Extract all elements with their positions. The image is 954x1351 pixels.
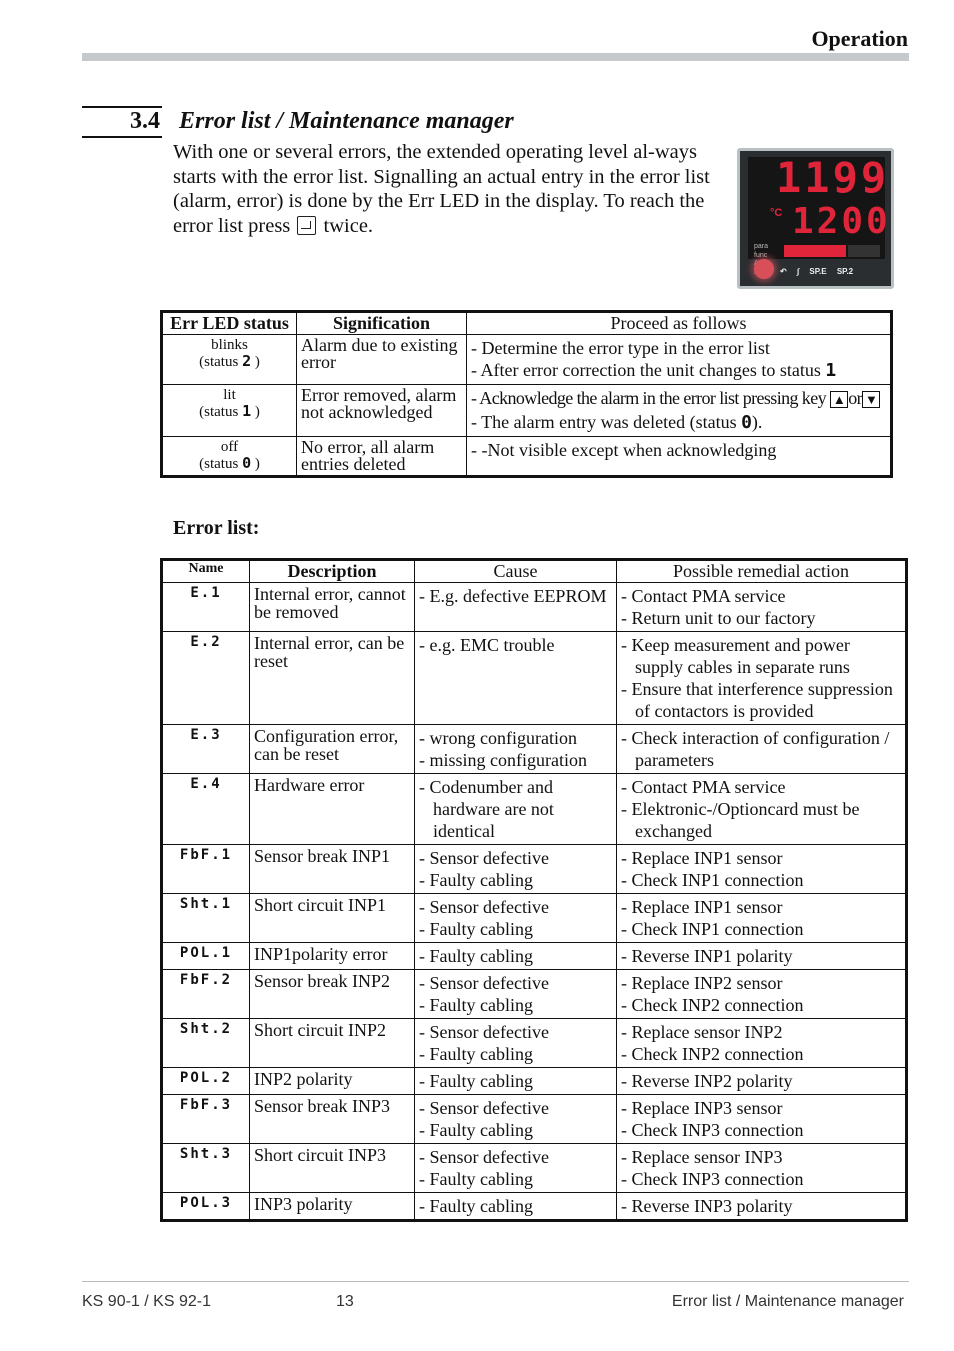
proceed-cell: [467, 335, 892, 385]
column-header: Err LED status: [162, 312, 297, 335]
table-row: [162, 1193, 907, 1221]
action-cell: [617, 943, 907, 970]
action-item: - Check INP2 connection: [621, 1044, 804, 1064]
table-row: [162, 385, 892, 437]
action-item: - Check INP3 connection: [621, 1120, 804, 1140]
description-cell: INP2 polarity: [250, 1068, 415, 1095]
cause-item: - Sensor defective: [419, 973, 549, 993]
footer-section: Error list / Maintenance manager: [671, 1293, 904, 1310]
cause-item: - missing configuration: [419, 750, 587, 770]
cause-item: - Faulty cabling: [419, 870, 533, 890]
action-item: - Return unit to our factory: [621, 608, 816, 628]
footer-rule: [82, 1281, 909, 1282]
action-item: - Replace INP2 sensor: [621, 973, 783, 993]
device-display: [748, 153, 891, 259]
cause-item: - wrong configuration: [419, 728, 577, 748]
table-row: [162, 970, 907, 1019]
status-prefix: (status: [199, 354, 239, 370]
led-status-cell: blinks (status 2 ): [162, 335, 297, 385]
column-header: Possible remedial action: [617, 560, 907, 583]
return-key-icon: ↶: [780, 267, 787, 276]
cause-cell: [415, 725, 617, 774]
table-header-row: [162, 560, 907, 583]
action-cell: [617, 894, 907, 943]
cause-cell: [415, 632, 617, 725]
display-bar-red: [784, 245, 846, 257]
display-setpoint: 1200: [792, 201, 891, 242]
section-number: 3.4: [130, 108, 160, 134]
intro-paragraph: [173, 140, 718, 238]
cause-cell: [415, 970, 617, 1019]
cause-item: - Sensor defective: [419, 897, 549, 917]
cause-item: - Faulty cabling: [419, 1044, 533, 1064]
led-status-cell: lit (status 1 ): [162, 385, 297, 437]
table-row: [162, 894, 907, 943]
cause-cell: [415, 894, 617, 943]
proceed-item: - Acknowledge the alarm in the error list pressing key: [471, 388, 826, 408]
device-key-spe: SP.E: [809, 267, 827, 276]
cause-item: - Codenumber and hardware are not identical: [419, 777, 554, 841]
action-item: - Reverse INP3 polarity: [621, 1196, 793, 1216]
error-code-cell: E.2: [162, 632, 250, 725]
status-code: 0: [242, 454, 252, 472]
device-keys: [780, 267, 861, 276]
intro-text-end: twice.: [323, 214, 374, 237]
description-cell: Internal error, can be reset: [250, 632, 415, 725]
cause-item: - Sensor defective: [419, 1022, 549, 1042]
signification-cell: No error, all alarm entries deleted: [297, 437, 467, 477]
cause-item: - Sensor defective: [419, 1147, 549, 1167]
cause-cell: [415, 1193, 617, 1221]
proceed-cell: [467, 437, 892, 477]
cause-cell: [415, 1019, 617, 1068]
table-row: [162, 1095, 907, 1144]
error-code-cell: POL.1: [162, 943, 250, 970]
led-state: off: [220, 439, 239, 455]
table-row: [162, 943, 907, 970]
action-item: - Check INP1 connection: [621, 919, 804, 939]
table-row: [162, 774, 907, 845]
status-prefix: (status: [199, 456, 239, 472]
table-row: [162, 1068, 907, 1095]
action-item: - Reverse INP2 polarity: [621, 1071, 793, 1091]
error-code-cell: Sht.1: [162, 894, 250, 943]
cause-item: - Faulty cabling: [419, 1169, 533, 1189]
signification-cell: Alarm due to existing error: [297, 335, 467, 385]
display-bar-dark: [848, 245, 880, 257]
action-item: - Ensure that interference suppression of contactors is provided: [621, 679, 893, 721]
description-cell: INP1polarity error: [250, 943, 415, 970]
proceed-item: - The alarm entry was deleted (status: [471, 412, 737, 432]
error-list-table: [160, 558, 908, 1222]
header-bar: [82, 53, 909, 61]
column-header: Cause: [415, 560, 617, 583]
cause-cell: [415, 845, 617, 894]
action-cell: [617, 1019, 907, 1068]
column-header: Name: [162, 560, 250, 583]
table-row: [162, 725, 907, 774]
action-item: - Check INP3 connection: [621, 1169, 804, 1189]
status-prefix: (status: [199, 404, 239, 420]
cause-item: - Sensor defective: [419, 1098, 549, 1118]
column-header: Signification: [297, 312, 467, 335]
action-item: - Elektronic-/Optioncard must be exchanged: [621, 799, 860, 841]
action-item: - Reverse INP1 polarity: [621, 946, 793, 966]
description-cell: Internal error, cannot be removed: [250, 583, 415, 632]
footer-model: KS 90-1 / KS 92-1: [82, 1293, 211, 1310]
signification-cell: Error removed, alarm not acknowledged: [297, 385, 467, 437]
cause-cell: [415, 943, 617, 970]
cause-item: - Faulty cabling: [419, 1120, 533, 1140]
cause-item: - e.g. EMC trouble: [419, 635, 555, 655]
error-code-cell: POL.3: [162, 1193, 250, 1221]
proceed-item: - After error correction the unit changes to status: [471, 360, 821, 380]
proceed-cell: - Acknowledge the alarm in the error list pressing key ▲ or ▼ - The alarm entry was deleted (status 0).: [467, 385, 892, 437]
proceed-item: - Determine the error type in the error list: [471, 338, 770, 358]
column-header: Description: [250, 560, 415, 583]
error-code-cell: FbF.3: [162, 1095, 250, 1144]
column-header: Proceed as follows: [467, 312, 892, 335]
action-item: - Check interaction of configuration / parameters: [621, 728, 890, 770]
cause-item: - Faulty cabling: [419, 995, 533, 1015]
table-row: [162, 1144, 907, 1193]
table-row: [162, 1019, 907, 1068]
led-status-table: [160, 310, 893, 478]
action-cell: [617, 1095, 907, 1144]
action-item: - Replace INP1 sensor: [621, 897, 783, 917]
action-item: - Replace sensor INP2: [621, 1022, 783, 1042]
cause-item: - Faulty cabling: [419, 946, 533, 966]
section-title: Error list / Maintenance manager: [179, 108, 514, 134]
enter-key-icon: [297, 216, 316, 235]
error-code-cell: E.4: [162, 774, 250, 845]
ramp-key-icon: ∫: [796, 267, 800, 276]
device-label: func: [754, 251, 768, 259]
table-row: [162, 583, 907, 632]
led-status-cell: off (status 0 ): [162, 437, 297, 477]
error-code-cell: Sht.3: [162, 1144, 250, 1193]
description-cell: Sensor break INP2: [250, 970, 415, 1019]
cause-item: - Faulty cabling: [419, 919, 533, 939]
error-code-cell: E.3: [162, 725, 250, 774]
description-cell: Hardware error: [250, 774, 415, 845]
table-row: [162, 845, 907, 894]
header-title: Operation: [811, 26, 908, 51]
arrow-up-key-icon: ▲: [830, 391, 848, 408]
error-code-cell: Sht.2: [162, 1019, 250, 1068]
controller-device-image: [737, 148, 894, 289]
display-process-value: 1199: [776, 153, 890, 202]
error-code-cell: FbF.1: [162, 845, 250, 894]
status-code: 1: [825, 360, 837, 381]
table-row: [162, 437, 892, 477]
device-label: para: [754, 243, 769, 250]
table-row: [162, 632, 907, 725]
action-cell: [617, 632, 907, 725]
status-code: 1: [242, 402, 252, 420]
status-code: 0: [741, 412, 752, 433]
description-cell: Configuration error, can be reset: [250, 725, 415, 774]
device-key-sp2: SP.2: [836, 267, 854, 276]
arrow-down-key-icon: ▼: [862, 391, 880, 408]
proceed-item: - -Not visible except when acknowledging: [471, 440, 777, 460]
status-code: 2: [242, 352, 252, 370]
description-cell: Short circuit INP2: [250, 1019, 415, 1068]
cause-item: - Faulty cabling: [419, 1196, 533, 1216]
cause-cell: [415, 1095, 617, 1144]
intro-text: With one or several errors, the extended operating level al-ways starts with the error list. Signalling an actual entry in the error list (alarm, error) is done by the Err LED in the display. To reach the error list press: [173, 141, 710, 237]
description-cell: Sensor break INP3: [250, 1095, 415, 1144]
action-item: - Replace sensor INP3: [621, 1147, 783, 1167]
footer-page-number: 13: [336, 1293, 354, 1310]
err-led-icon: [754, 259, 774, 279]
error-list-heading: Error list:: [173, 517, 260, 539]
cause-item: - Sensor defective: [419, 848, 549, 868]
action-cell: [617, 1144, 907, 1193]
table-header-row: [162, 312, 892, 335]
cause-cell: [415, 583, 617, 632]
description-cell: INP3 polarity: [250, 1193, 415, 1221]
led-state: lit: [223, 387, 236, 403]
action-item: - Replace INP3 sensor: [621, 1098, 783, 1118]
action-item: - Check INP2 connection: [621, 995, 804, 1015]
action-item: - Replace INP1 sensor: [621, 848, 783, 868]
key-or-text: or: [848, 388, 862, 408]
description-cell: Short circuit INP3: [250, 1144, 415, 1193]
cause-cell: [415, 1144, 617, 1193]
description-cell: Sensor break INP1: [250, 845, 415, 894]
action-item: - Check INP1 connection: [621, 870, 804, 890]
action-item: - Contact PMA service: [621, 777, 786, 797]
action-cell: [617, 845, 907, 894]
cause-item: - Faulty cabling: [419, 1071, 533, 1091]
action-item: - Keep measurement and power supply cables in separate runs: [621, 635, 850, 677]
action-cell: [617, 1193, 907, 1221]
error-code-cell: POL.2: [162, 1068, 250, 1095]
section-rule-bottom: [82, 136, 162, 138]
cause-cell: [415, 774, 617, 845]
action-cell: [617, 725, 907, 774]
led-state: blinks: [211, 337, 248, 353]
error-code-cell: FbF.2: [162, 970, 250, 1019]
error-code-cell: E.1: [162, 583, 250, 632]
table-row: [162, 335, 892, 385]
action-cell: [617, 970, 907, 1019]
action-cell: [617, 1068, 907, 1095]
cause-item: - E.g. defective EEPROM: [419, 586, 607, 606]
description-cell: Short circuit INP1: [250, 894, 415, 943]
action-cell: [617, 583, 907, 632]
action-item: - Contact PMA service: [621, 586, 786, 606]
action-cell: [617, 774, 907, 845]
cause-cell: [415, 1068, 617, 1095]
display-unit: °C: [770, 207, 783, 219]
